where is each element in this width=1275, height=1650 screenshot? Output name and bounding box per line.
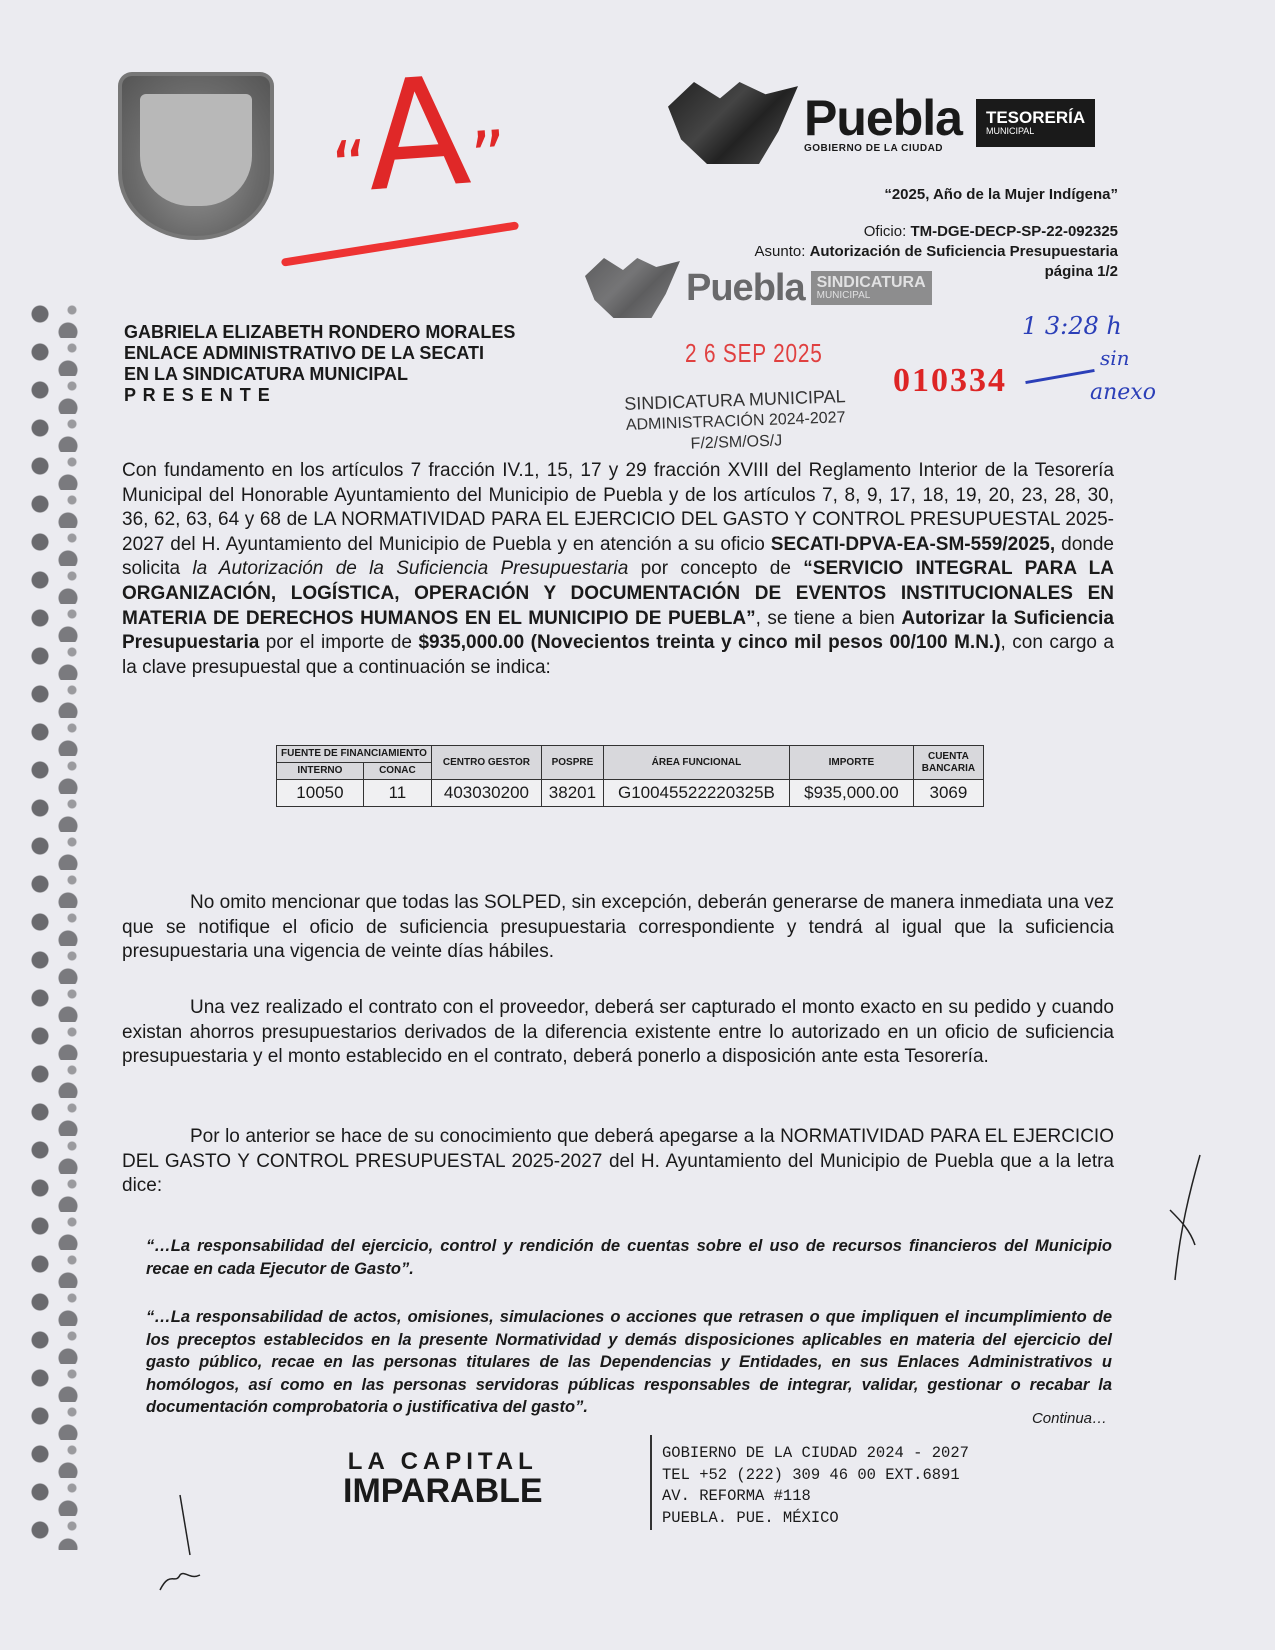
year-motto: “2025, Año de la Mujer Indígena” [884, 186, 1118, 203]
budget-key-table: FUENTE DE FINANCIAMIENTO CENTRO GESTOR POSPRE ÁREA FUNCIONAL IMPORTE CUENTA BANCARIA INTERNO CONAC 10050 11 403030200 38201 G10045522220325B $935,000.00 3069 [276, 745, 984, 807]
table-row: 10050 11 403030200 38201 G10045522220325B $935,000.00 3069 [277, 780, 984, 807]
decorative-border [28, 300, 86, 1550]
paragraph-authorization: Con fundamento en los artículos 7 fracción IV.1, 15, 17 y 29 fracción XVIII del Reglamento Interior de la Tesorería Municipal del Honorable Ayuntamiento del Municipio de Puebla y de los artículos 7, 8, 9, 17, 18, 19, 20, 23, 28, 30, 36, 62, 63, 64 y 68 de LA NORMATIVIDAD PARA EL EJERCICIO DEL GASTO Y CONTROL PRESUPUESTAL 2025-2027 del H. Ayuntamiento del Municipio de Puebla y en atención a su oficio SECATI-DPVA-EA-SM-559/2025, donde solicita la Autorización de la Suficiencia Presupuestaria por concepto de “SERVICIO INTEGRAL PARA LA ORGANIZACIÓN, LOGÍSTICA, OPERACIÓN Y DOCUMENTACIÓN DE EVENTOS INSTITUCIONALES EN MATERIA DE DERECHOS HUMANOS EN EL MUNICIPIO DE PUEBLA”, se tiene a bien Autorizar la Suficiencia Presupuestaria por el importe de $935,000.00 (Novecientos treinta y cinco mil pesos 00/100 M.N.), con cargo a la clave presupuestal que a continuación se indica: [122, 460, 1115, 678]
continued-note: Continua… [1031, 1410, 1107, 1427]
la-capital-imparable-logo: LA CAPITAL IMPARABLE [343, 1448, 543, 1510]
city-seal-logo [118, 72, 274, 240]
puebla-emblem-icon [585, 258, 680, 318]
handwritten-stroke [1025, 369, 1094, 384]
quote-omissions: “…La responsabilidad de actos, omisiones, simulaciones o acciones que retrasen o que impliquen el incumplimiento de los preceptos establecidos en la presente Normatividad y demás disposiciones aplicables en materia del ejercicio del gasto público, recae en las personas titulares de las Dependencias y Entidades, en sus Enlaces Administrativos u homólogos, así como en las personas servidoras públicas responsables de integrar, validar, gestionar o recabar la documentación comprobatoria o justificativa del gasto”. [146, 1308, 1112, 1416]
received-date-stamp: 2 6 SEP 2025 [685, 338, 823, 368]
paragraph-normatividad: Por lo anterior se hace de su conocimiento que deberá apegarse a la NORMATIVIDAD PARA EL EJERCICIO DEL GASTO Y CONTROL PRESUPUESTAL 2025-2027 del H. Ayuntamiento del Municipio de Puebla que a la letra dice: [122, 1126, 1114, 1197]
handwritten-letter-annotation: “A” [329, 44, 510, 226]
document-reference: Oficio: TM-DGE-DECP-SP-22-092325 Asunto: Autorización de Suficiencia Presupuestaria página 1/2 [754, 223, 1118, 280]
crayon-underline [281, 221, 519, 266]
footer-contact: GOBIERNO DE LA CIUDAD 2024 - 2027 TEL +52 (222) 309 46 00 EXT.6891 AV. REFORMA #118 PUEBLA. PUE. MÉXICO [650, 1435, 969, 1530]
puebla-emblem-icon [668, 82, 798, 164]
sindicatura-received-stamp: SINDICATURA MUNICIPAL ADMINISTRACIÓN 2024-2027 F/2/SM/OS/J [623, 386, 846, 453]
paragraph-contract: Una vez realizado el contrato con el proveedor, deberá ser capturado el monto exacto en su pedido y cuando existan ahorros presupuestarios derivados de la diferencia existente entre lo autorizado en un oficio de suficiencia presupuestaria y el monto establecido en el contrato, deberá ponerlo a disposición ante esta Tesorería. [122, 997, 1114, 1068]
paragraph-solped: No omito mencionar que todas las SOLPED, sin excepción, deberán generarse de manera inmediata una vez que se notifique el oficio de suficiencia presupuestaria correspondiente y tendrá al igual que la suficiencia presupuestaria una vigencia de veinte días hábiles. [122, 892, 1114, 963]
sindicatura-stamp-logo: Puebla SINDICATURA MUNICIPAL [585, 258, 932, 318]
folio-stamp: 010334 [893, 362, 1007, 399]
signature-initial [1150, 1150, 1210, 1290]
puebla-tesoreria-logo: Puebla GOBIERNO DE LA CIUDAD TESORERÍA MUNICIPAL [668, 82, 1095, 164]
recipient-block: GABRIELA ELIZABETH RONDERO MORALES ENLACE ADMINISTRATIVO DE LA SECATI EN LA SINDICATURA MUNICIPAL P R E S E N T E [124, 322, 516, 405]
signature-initial [150, 1490, 210, 1600]
quote-responsibility: “…La responsabilidad del ejercicio, control y rendición de cuentas sobre el uso de recursos financieros del Municipio recae en cada Ejecutor de Gasto”. [146, 1237, 1112, 1278]
handwritten-time: 1 3:28 h [1022, 312, 1122, 340]
